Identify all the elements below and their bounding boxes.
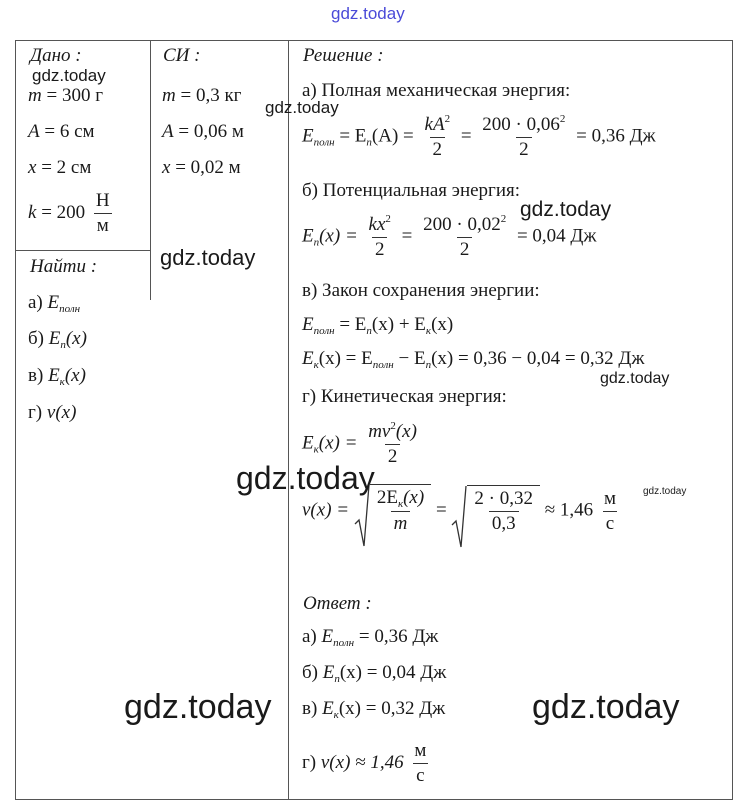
site-header-watermark: gdz.today (331, 4, 405, 23)
solution-header: Решение : (303, 45, 384, 66)
solution-a-title: а) Полная механическая энергия: (302, 80, 571, 101)
find-header: Найти : (30, 256, 98, 277)
given-m: m = 300 г (28, 85, 103, 106)
given-x: x = 2 см (28, 157, 92, 178)
watermark-6: gdz.today (236, 460, 375, 496)
given-find-divider (15, 250, 150, 251)
watermark-8: gdz.today (124, 688, 272, 726)
sqrt-symbol-1: $\frac{2E_к(x)}{m}$ (354, 484, 431, 535)
find-item-d: г) v(x) (28, 402, 77, 423)
solution-c-equation-2: $E_к(x) = E_{полн} - E_п(x) = 0,36 - 0,04 = 0,32$ Дж (302, 348, 645, 371)
given-k: k = 200 $\frac{Н}{м}$ (28, 190, 116, 237)
answer-b: б) $E_п(x) = 0,04$ Дж (302, 662, 447, 685)
watermark-7: gdz.today (643, 486, 687, 497)
solution-c-equation-1: $E_{полн} = E_п(x) + E_к(x)$ (302, 314, 454, 337)
watermark-5: gdz.today (600, 370, 670, 387)
solution-d-equation-1: $E_к(x)$ = $\frac{mv^2(x)}{2}$ (302, 420, 417, 467)
table-right-border (732, 40, 733, 800)
solution-c-title: в) Закон сохранения энергии: (302, 280, 540, 301)
column-divider-2 (288, 40, 289, 800)
solution-d-title: г) Кинетическая энергия: (302, 386, 507, 407)
watermark-9: gdz.today (532, 688, 680, 726)
watermark-1: gdz.today (32, 66, 106, 85)
given-header: Дано : (30, 45, 82, 66)
table-left-border (15, 40, 16, 800)
solution-a-equation: $E_{полн} = E_п(A)$ = $\frac{kA^2}{2}$ = $\frac{200 \cdot 0,06^2}{2}$ = 0,36 Дж (302, 113, 656, 160)
si-m: m = 0,3 кг (162, 85, 242, 106)
given-A: A = 6 см (28, 121, 95, 142)
si-header: СИ : (163, 45, 201, 66)
find-item-a: а) $E_{полн}$ (28, 292, 81, 315)
si-A: A = 0,06 м (162, 121, 244, 142)
watermark-3: gdz.today (160, 245, 256, 270)
table-top-border (15, 40, 733, 41)
column-divider-1 (150, 40, 151, 300)
answer-c: в) $E_к(x) = 0,32$ Дж (302, 698, 446, 721)
solution-b-title: б) Потенциальная энергия: (302, 180, 521, 201)
si-x: x = 0,02 м (162, 157, 241, 178)
solution-b-equation: $E_п(x)$ = $\frac{kx^2}{2}$ = $\frac{200 \cdot 0,02^2}{2}$ = 0,04 Дж (302, 213, 597, 260)
solution-d-equation-2: v(x) = $\frac{2E_к(x)}{m}$ = $\frac{2 \cdot 0,32}{0,3}$ ≈ 1,46 $\frac{м}{с}$ (302, 484, 622, 535)
watermark-4: gdz.today (520, 198, 612, 221)
find-item-b: б) $E_п(x)$ (28, 328, 87, 351)
sqrt-symbol-2: $\frac{2 \cdot 0,32}{0,3}$ (451, 485, 540, 535)
answer-header: Ответ : (303, 593, 372, 614)
answer-a: а) $E_{полн} = 0,36$ Дж (302, 626, 439, 649)
watermark-2: gdz.today (265, 98, 339, 117)
find-item-c: в) $E_к(x)$ (28, 365, 86, 388)
table-bottom-border (15, 799, 733, 800)
answer-d: г) v(x) ≈ 1,46 $\frac{м}{с}$ (302, 740, 427, 786)
